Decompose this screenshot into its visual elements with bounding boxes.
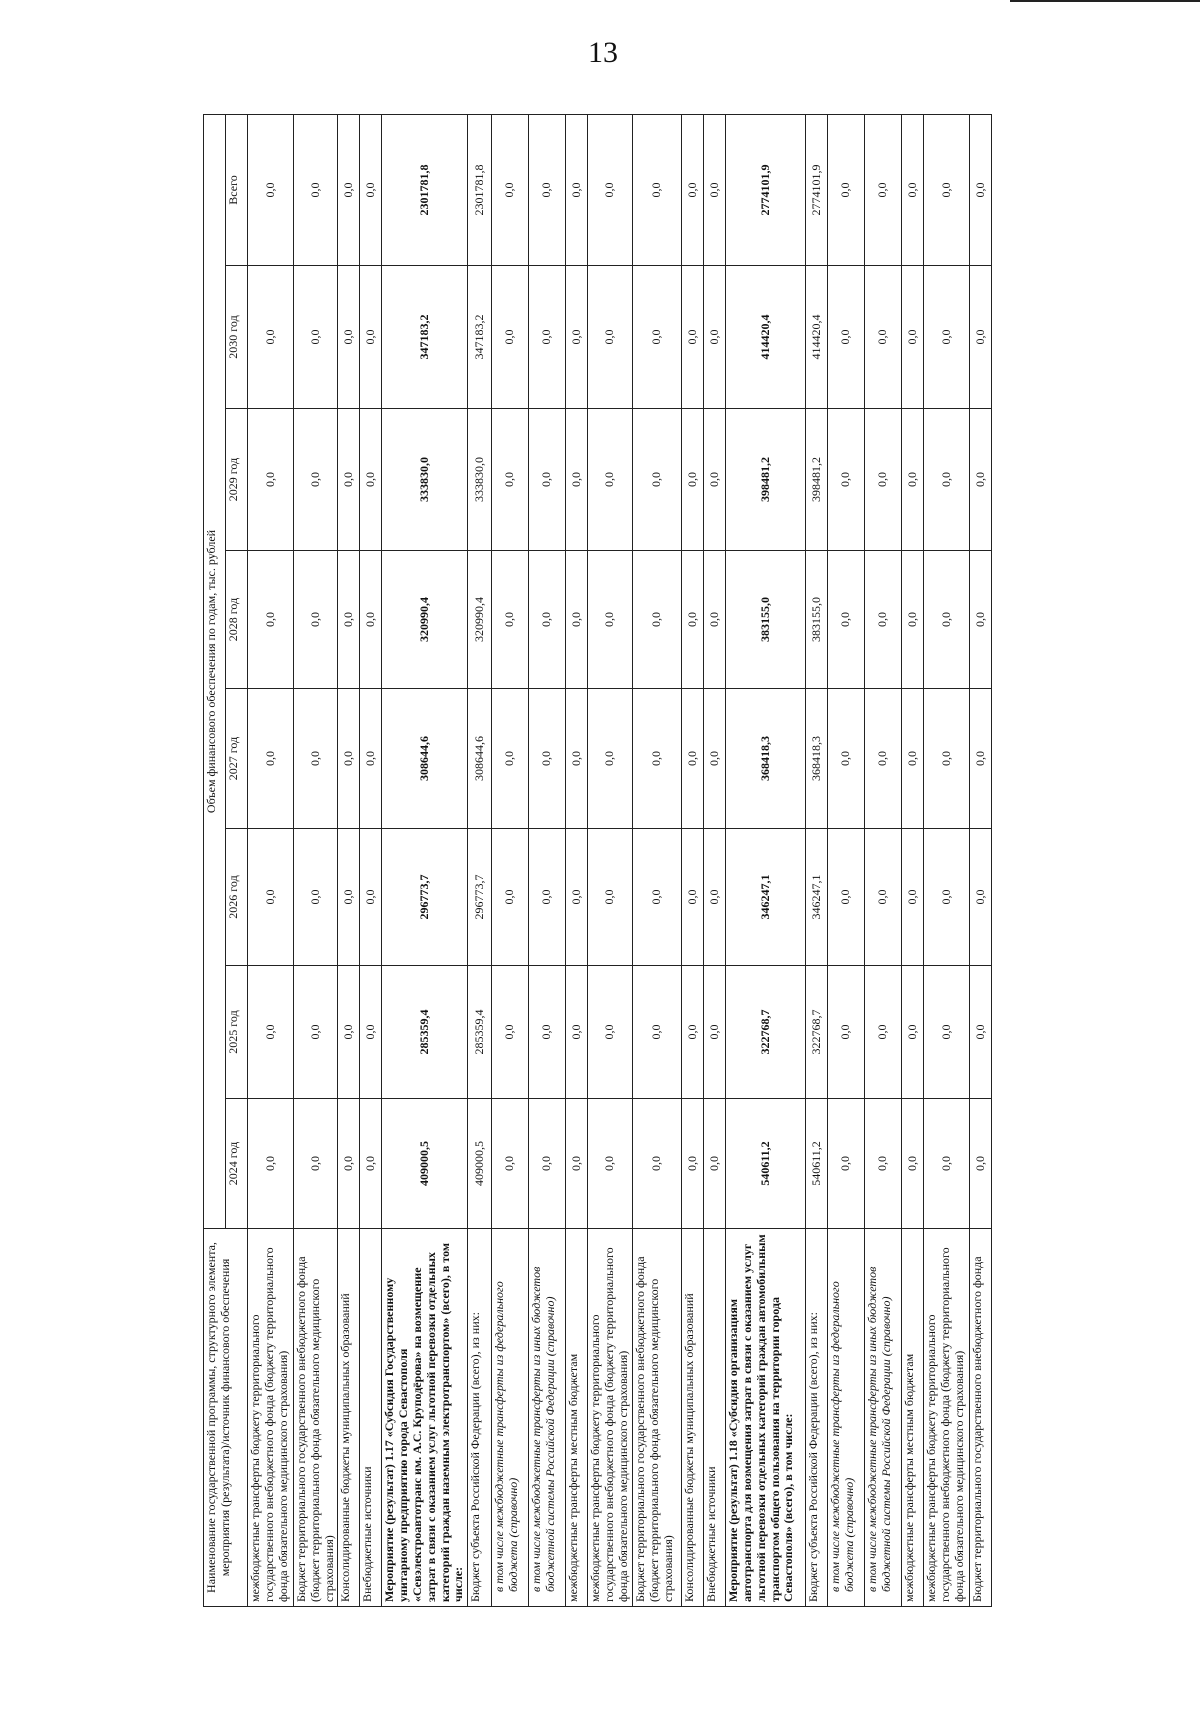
year-value: 0,0 — [338, 551, 360, 689]
year-value: 0,0 — [682, 409, 704, 551]
year-value: 0,0 — [924, 689, 970, 829]
year-value: 0,0 — [529, 829, 566, 966]
year-value: 0,0 — [492, 966, 529, 1099]
year-value: 0,0 — [828, 689, 865, 829]
year-value: 0,0 — [294, 689, 338, 829]
year-value: 0,0 — [588, 551, 633, 689]
year-value: 398481,2 — [726, 409, 806, 551]
year-value: 0,0 — [338, 266, 360, 409]
year-value: 0,0 — [338, 829, 360, 966]
year-value: 0,0 — [902, 966, 924, 1099]
year-value: 0,0 — [294, 409, 338, 551]
year-column-header: 2030 год — [226, 266, 248, 409]
year-value: 0,0 — [588, 689, 633, 829]
year-value: 0,0 — [248, 409, 294, 551]
year-value: 0,0 — [566, 551, 588, 689]
year-value: 414420,4 — [806, 266, 828, 409]
table-row — [865, 114, 902, 1606]
year-value: 0,0 — [248, 266, 294, 409]
year-value: 0,0 — [633, 266, 682, 409]
table-row — [338, 114, 360, 1606]
row-name: межбюджетные трансферты бюджету территориального государственного внебюджетного фонда (бюджету территориального фонда обязательного медицинского страхования) — [924, 1229, 970, 1607]
year-value: 0,0 — [902, 829, 924, 966]
year-value: 0,0 — [360, 1099, 382, 1229]
row-name: в том числе межбюджетные трансферты из федерального бюджета (справочно) — [828, 1229, 865, 1607]
year-value: 0,0 — [360, 966, 382, 1099]
year-value: 0,0 — [682, 266, 704, 409]
table-row — [492, 114, 529, 1606]
year-value: 0,0 — [588, 266, 633, 409]
year-value: 0,0 — [294, 266, 338, 409]
year-value: 0,0 — [970, 829, 992, 966]
row-name: Мероприятие (результат) 1.17 «Субсидия Государственному унитарному предприятию города Севастополя «Севэлектроавтотранс им. А.С. Круподёрова» на возмещение затрат в связи с оказанием услуг льготной перевозки отдельных категорий граждан наземным электротранспортом» (всего), в том числе: — [382, 1229, 468, 1607]
row-name: Внебюджетные источники — [704, 1229, 726, 1607]
year-value: 409000,5 — [382, 1099, 468, 1229]
total-value: 0,0 — [566, 114, 588, 265]
year-value: 0,0 — [704, 829, 726, 966]
year-value: 0,0 — [704, 1099, 726, 1229]
year-value: 322768,7 — [726, 966, 806, 1099]
year-value: 398481,2 — [806, 409, 828, 551]
year-value: 0,0 — [828, 551, 865, 689]
year-value: 0,0 — [682, 829, 704, 966]
row-name: Бюджет территориального государственного внебюджетного фонда (бюджет территориального фонда обязательного медицинского страхования) — [294, 1229, 338, 1607]
year-value: 0,0 — [633, 409, 682, 551]
year-value: 296773,7 — [468, 829, 492, 966]
year-value: 0,0 — [924, 266, 970, 409]
year-value: 0,0 — [338, 689, 360, 829]
year-column-header: 2028 год — [226, 551, 248, 689]
year-value: 414420,4 — [726, 266, 806, 409]
year-value: 383155,0 — [806, 551, 828, 689]
total-value: 2301781,8 — [382, 114, 468, 265]
year-value: 0,0 — [924, 409, 970, 551]
year-value: 0,0 — [248, 966, 294, 1099]
year-value: 0,0 — [338, 1099, 360, 1229]
year-value: 0,0 — [360, 829, 382, 966]
year-value: 0,0 — [529, 966, 566, 1099]
year-value: 0,0 — [360, 551, 382, 689]
row-name: Консолидированные бюджеты муниципальных образований — [338, 1229, 360, 1607]
year-value: 0,0 — [529, 689, 566, 829]
year-value: 0,0 — [338, 966, 360, 1099]
year-value: 0,0 — [248, 829, 294, 966]
volume-header: Объем финансового обеспечения по годам, тыс. рублей — [204, 114, 226, 1228]
row-name: межбюджетные трансферты местным бюджетам — [566, 1229, 588, 1607]
row-name: в том числе межбюджетные трансферты из иных бюджетов бюджетной системы Российской Федерации (справочно) — [865, 1229, 902, 1607]
year-value: 0,0 — [492, 266, 529, 409]
year-value: 0,0 — [588, 1099, 633, 1229]
row-name: в том числе межбюджетные трансферты из иных бюджетов бюджетной системы Российской Федерации (справочно) — [529, 1229, 566, 1607]
year-column-header: 2029 год — [226, 409, 248, 551]
total-value: 0,0 — [704, 114, 726, 265]
year-value: 0,0 — [902, 1099, 924, 1229]
year-value: 540611,2 — [806, 1099, 828, 1229]
year-value: 0,0 — [294, 551, 338, 689]
year-value: 0,0 — [633, 689, 682, 829]
row-name: в том числе межбюджетные трансферты из федерального бюджета (справочно) — [492, 1229, 529, 1607]
total-value: 0,0 — [338, 114, 360, 265]
table-row — [828, 114, 865, 1606]
total-value: 0,0 — [682, 114, 704, 265]
year-column-header: 2025 год — [226, 966, 248, 1099]
year-value: 0,0 — [828, 266, 865, 409]
table-row — [360, 114, 382, 1606]
year-value: 0,0 — [492, 689, 529, 829]
year-column-header: 2027 год — [226, 689, 248, 829]
year-value: 0,0 — [828, 829, 865, 966]
year-value: 0,0 — [924, 966, 970, 1099]
table-row — [704, 114, 726, 1606]
year-value: 0,0 — [682, 689, 704, 829]
row-name: Мероприятие (результат) 1.18 «Субсидия организациям автотранспорта для возмещения затрат в связи с оказанием услуг льготной перевозки отдельных категорий граждан автомобильным транспортом общего пользования на территории города Севастополя» (всего), в том числе: — [726, 1229, 806, 1607]
year-value: 296773,7 — [382, 829, 468, 966]
year-value: 0,0 — [704, 689, 726, 829]
financing-table — [203, 114, 992, 1607]
year-value: 333830,0 — [382, 409, 468, 551]
year-value: 0,0 — [970, 1099, 992, 1229]
year-value: 0,0 — [828, 1099, 865, 1229]
year-value: 0,0 — [338, 409, 360, 551]
year-value: 0,0 — [566, 966, 588, 1099]
year-value: 0,0 — [529, 266, 566, 409]
total-value: 0,0 — [492, 114, 529, 265]
year-value: 0,0 — [704, 551, 726, 689]
year-value: 0,0 — [529, 551, 566, 689]
year-value: 0,0 — [902, 266, 924, 409]
year-value: 0,0 — [970, 966, 992, 1099]
year-value: 0,0 — [588, 829, 633, 966]
year-value: 0,0 — [492, 409, 529, 551]
year-value: 346247,1 — [726, 829, 806, 966]
year-value: 0,0 — [865, 829, 902, 966]
page-number: 13 — [588, 36, 618, 69]
year-value: 322768,7 — [806, 966, 828, 1099]
year-value: 0,0 — [633, 1099, 682, 1229]
name-column-header: Наименование государственной программы, структурного элемента, мероприятия (результата)/источник финансового обеспечения — [204, 1229, 248, 1607]
year-value: 0,0 — [902, 551, 924, 689]
year-value: 0,0 — [704, 409, 726, 551]
year-value: 0,0 — [865, 266, 902, 409]
year-value: 0,0 — [588, 966, 633, 1099]
row-name: Бюджет территориального государственного внебюджетного фонда — [970, 1229, 992, 1607]
table-row — [566, 114, 588, 1606]
year-value: 347183,2 — [382, 266, 468, 409]
year-value: 0,0 — [633, 551, 682, 689]
total-value: 0,0 — [248, 114, 294, 265]
year-value: 0,0 — [970, 266, 992, 409]
year-value: 0,0 — [294, 829, 338, 966]
top-rule — [1010, 0, 1200, 2]
year-value: 0,0 — [682, 966, 704, 1099]
year-value: 0,0 — [360, 409, 382, 551]
table-row — [902, 114, 924, 1606]
year-value: 0,0 — [865, 1099, 902, 1229]
row-name: Консолидированные бюджеты муниципальных образований — [682, 1229, 704, 1607]
total-value: 0,0 — [902, 114, 924, 265]
year-value: 409000,5 — [468, 1099, 492, 1229]
year-value: 540611,2 — [726, 1099, 806, 1229]
rotated-table-container — [203, 115, 1047, 1607]
table-row — [294, 114, 338, 1606]
measure-row — [382, 114, 468, 1606]
total-value: 0,0 — [294, 114, 338, 265]
total-value: 2774101,9 — [726, 114, 806, 265]
year-value: 0,0 — [248, 1099, 294, 1229]
table-row — [924, 114, 970, 1606]
year-value: 0,0 — [865, 409, 902, 551]
year-value: 0,0 — [682, 1099, 704, 1229]
year-value: 0,0 — [360, 689, 382, 829]
year-value: 0,0 — [924, 829, 970, 966]
row-name: межбюджетные трансферты местным бюджетам — [902, 1229, 924, 1607]
year-value: 0,0 — [902, 689, 924, 829]
year-value: 368418,3 — [806, 689, 828, 829]
year-value: 0,0 — [924, 1099, 970, 1229]
table-row — [529, 114, 566, 1606]
year-value: 0,0 — [566, 409, 588, 551]
year-value: 0,0 — [492, 1099, 529, 1229]
year-value: 0,0 — [865, 551, 902, 689]
year-value: 368418,3 — [726, 689, 806, 829]
year-column-header: 2026 год — [226, 829, 248, 966]
total-value: 0,0 — [529, 114, 566, 265]
year-value: 285359,4 — [382, 966, 468, 1099]
year-value: 0,0 — [566, 1099, 588, 1229]
year-value: 333830,0 — [468, 409, 492, 551]
total-value: 0,0 — [865, 114, 902, 265]
row-name: Внебюджетные источники — [360, 1229, 382, 1607]
year-value: 0,0 — [865, 966, 902, 1099]
year-value: 0,0 — [970, 409, 992, 551]
year-value: 347183,2 — [468, 266, 492, 409]
total-value: 2301781,8 — [468, 114, 492, 265]
year-value: 0,0 — [633, 966, 682, 1099]
year-value: 0,0 — [704, 266, 726, 409]
year-value: 0,0 — [682, 551, 704, 689]
total-value: 0,0 — [970, 114, 992, 265]
row-name: межбюджетные трансферты бюджету территориального государственного внебюджетного фонда (бюджету территориального фонда обязательного медицинского страхования) — [588, 1229, 633, 1607]
year-value: 0,0 — [492, 551, 529, 689]
total-value: 2774101,9 — [806, 114, 828, 265]
total-value: 0,0 — [828, 114, 865, 265]
year-value: 0,0 — [633, 829, 682, 966]
year-value: 0,0 — [529, 1099, 566, 1229]
year-value: 0,0 — [865, 689, 902, 829]
year-value: 0,0 — [924, 551, 970, 689]
year-value: 0,0 — [248, 551, 294, 689]
table-row — [806, 114, 828, 1606]
year-value: 0,0 — [248, 689, 294, 829]
year-value: 0,0 — [566, 266, 588, 409]
year-value: 0,0 — [970, 551, 992, 689]
year-value: 383155,0 — [726, 551, 806, 689]
year-value: 0,0 — [704, 966, 726, 1099]
total-value: 0,0 — [924, 114, 970, 265]
year-value: 0,0 — [828, 409, 865, 551]
year-value: 0,0 — [970, 689, 992, 829]
year-value: 346247,1 — [806, 829, 828, 966]
year-value: 0,0 — [566, 829, 588, 966]
row-name: Бюджет субъекта Российской Федерации (всего), из них: — [806, 1229, 828, 1607]
row-name: межбюджетные трансферты бюджету территориального государственного внебюджетного фонда (бюджету территориального фонда обязательного медицинского страхования) — [248, 1229, 294, 1607]
table-row — [682, 114, 704, 1606]
total-value: 0,0 — [588, 114, 633, 265]
year-value: 0,0 — [294, 966, 338, 1099]
measure-row — [726, 114, 806, 1606]
year-value: 0,0 — [588, 409, 633, 551]
year-value: 0,0 — [492, 829, 529, 966]
table-row — [588, 114, 633, 1606]
row-name: Бюджет территориального государственного внебюджетного фонда (бюджет территориального фонда обязательного медицинского страхования) — [633, 1229, 682, 1607]
table-body — [248, 114, 992, 1606]
total-column-header: Всего — [226, 114, 248, 265]
row-name: Бюджет субъекта Российской Федерации (всего), из них: — [468, 1229, 492, 1607]
table-row — [468, 114, 492, 1606]
year-value: 320990,4 — [382, 551, 468, 689]
year-value: 0,0 — [828, 966, 865, 1099]
table-row — [633, 114, 682, 1606]
table-row — [248, 114, 294, 1606]
year-value: 308644,6 — [382, 689, 468, 829]
year-value: 320990,4 — [468, 551, 492, 689]
total-value: 0,0 — [360, 114, 382, 265]
year-value: 0,0 — [360, 266, 382, 409]
year-value: 285359,4 — [468, 966, 492, 1099]
table-row — [970, 114, 992, 1606]
year-value: 0,0 — [294, 1099, 338, 1229]
year-value: 0,0 — [566, 689, 588, 829]
total-value: 0,0 — [633, 114, 682, 265]
year-value: 0,0 — [902, 409, 924, 551]
year-value: 308644,6 — [468, 689, 492, 829]
year-column-header: 2024 год — [226, 1099, 248, 1229]
year-value: 0,0 — [529, 409, 566, 551]
table-stage — [203, 115, 1047, 1607]
